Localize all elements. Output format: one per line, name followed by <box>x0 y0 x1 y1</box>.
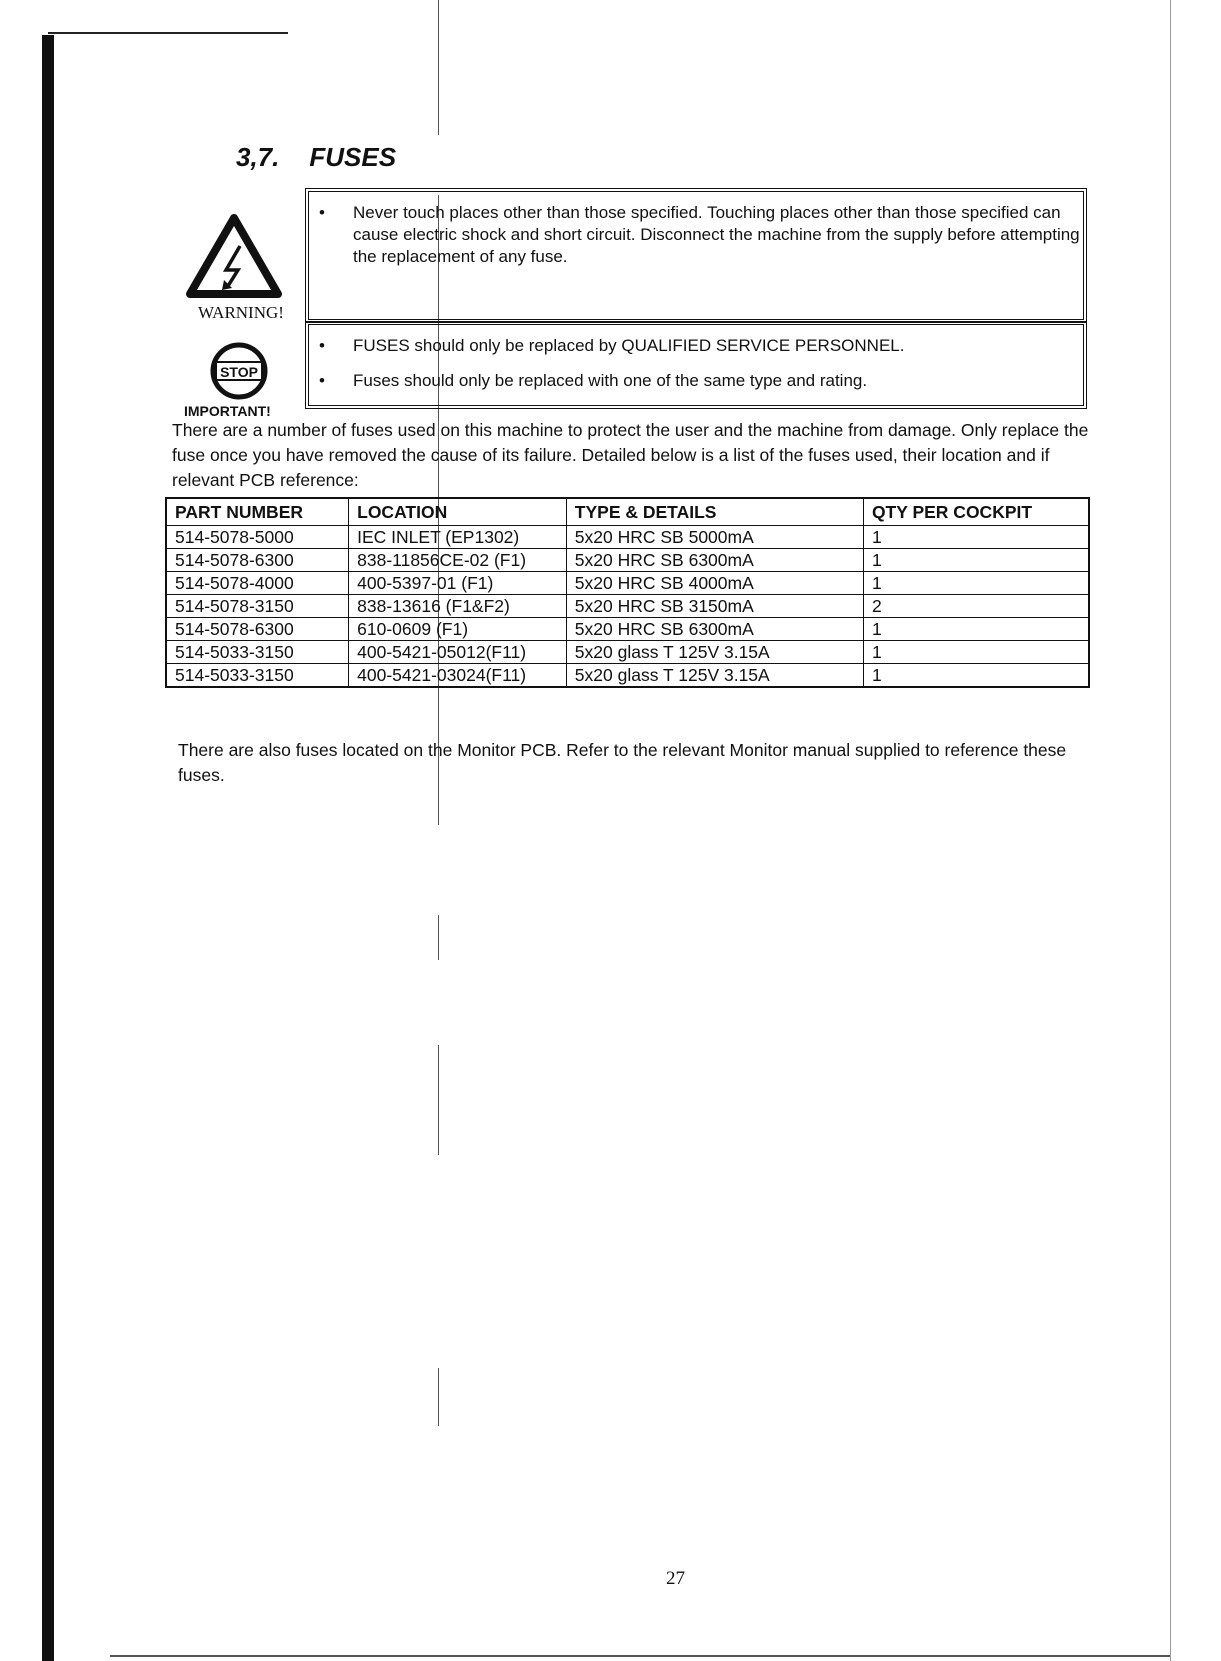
stop-icon <box>210 342 268 400</box>
table-row <box>166 549 1089 572</box>
warning-label: WARNING! <box>198 303 284 322</box>
cell-part-number: 514-5078-5000 <box>166 526 349 549</box>
cell-qty: 1 <box>863 549 1089 572</box>
cell-type-details: 5x20 HRC SB 5000mA <box>566 526 863 549</box>
section-title: FUSES <box>309 142 397 172</box>
cell-qty: 1 <box>863 572 1089 595</box>
important-text: Fuses should only be replaced with one of the same type and rating. <box>353 371 868 390</box>
cell-type-details: 5x20 HRC SB 6300mA <box>566 549 863 572</box>
header-location: LOCATION <box>349 498 567 526</box>
header-type-details: TYPE & DETAILS <box>566 498 863 526</box>
cell-part-number: 514-5078-3150 <box>166 595 349 618</box>
cell-qty: 2 <box>863 595 1089 618</box>
table-row <box>166 526 1089 549</box>
table-row <box>166 618 1089 641</box>
bullet: • <box>319 203 325 222</box>
cell-location: 400-5421-05012(F11) <box>349 641 567 664</box>
cell-part-number: 514-5078-6300 <box>166 618 349 641</box>
warning-triangle-icon <box>186 214 282 298</box>
cell-location: 838-11856CE-02 (F1) <box>349 549 567 572</box>
warning-item <box>319 202 1083 268</box>
fold-line <box>438 0 439 135</box>
monitor-note-paragraph: There are also fuses located on the Monitor PCB. Refer to the relevant Monitor manual supplied to reference these fuses. <box>178 740 1067 785</box>
important-item <box>319 370 867 392</box>
cell-type-details: 5x20 glass T 125V 3.15A <box>566 641 863 664</box>
table-row <box>166 664 1089 688</box>
important-box <box>305 321 1087 409</box>
table-row <box>166 595 1089 618</box>
cell-qty: 1 <box>863 641 1089 664</box>
table-row <box>166 572 1089 595</box>
cell-part-number: 514-5078-4000 <box>166 572 349 595</box>
cell-location: 610-0609 (F1) <box>349 618 567 641</box>
fold-line <box>438 1368 439 1426</box>
cell-qty: 1 <box>863 618 1089 641</box>
cell-part-number: 514-5078-6300 <box>166 549 349 572</box>
scan-top-line <box>48 32 288 34</box>
cell-type-details: 5x20 glass T 125V 3.15A <box>566 664 863 688</box>
scan-bottom-edge <box>110 1655 1170 1657</box>
intro-paragraph: There are a number of fuses used on this machine to protect the user and the machine from damage. Only replace the fuse once you have removed the cause of its failure. Detailed below is a list of the fuses used, their location and if relevant PCB reference: <box>172 420 1089 490</box>
header-part-number: PART NUMBER <box>166 498 349 526</box>
warning-text: Never touch places other than those specified. Touching places other than those specified can cause electric shock and short circuit. Disconnect the machine from the supply before attempting the replacement of any fuse. <box>353 203 1080 266</box>
bullet: • <box>319 336 325 355</box>
bullet: • <box>319 371 325 390</box>
cell-type-details: 5x20 HRC SB 3150mA <box>566 595 863 618</box>
important-text: FUSES should only be replaced by QUALIFIED SERVICE PERSONNEL. <box>353 336 905 355</box>
cell-qty: 1 <box>863 664 1089 688</box>
cell-location: IEC INLET (EP1302) <box>349 526 567 549</box>
important-label: IMPORTANT! <box>184 403 271 419</box>
warning-box <box>305 188 1087 323</box>
cell-type-details: 5x20 HRC SB 4000mA <box>566 572 863 595</box>
scan-left-border <box>42 35 54 1661</box>
fuse-table <box>165 497 1090 688</box>
section-heading <box>236 142 396 173</box>
page-number: 27 <box>666 1568 685 1589</box>
important-item <box>319 335 904 357</box>
fold-line <box>438 1045 439 1155</box>
stop-text: STOP <box>220 364 258 380</box>
cell-qty: 1 <box>863 526 1089 549</box>
scan-right-edge <box>1170 0 1171 1661</box>
cell-location: 400-5421-03024(F11) <box>349 664 567 688</box>
fold-line <box>438 915 439 960</box>
table-row <box>166 641 1089 664</box>
cell-location: 838-13616 (F1&F2) <box>349 595 567 618</box>
table-header-row <box>166 498 1089 526</box>
cell-part-number: 514-5033-3150 <box>166 641 349 664</box>
section-number: 3,7. <box>236 142 280 172</box>
cell-type-details: 5x20 HRC SB 6300mA <box>566 618 863 641</box>
header-qty: QTY PER COCKPIT <box>863 498 1089 526</box>
cell-part-number: 514-5033-3150 <box>166 664 349 688</box>
cell-location: 400-5397-01 (F1) <box>349 572 567 595</box>
